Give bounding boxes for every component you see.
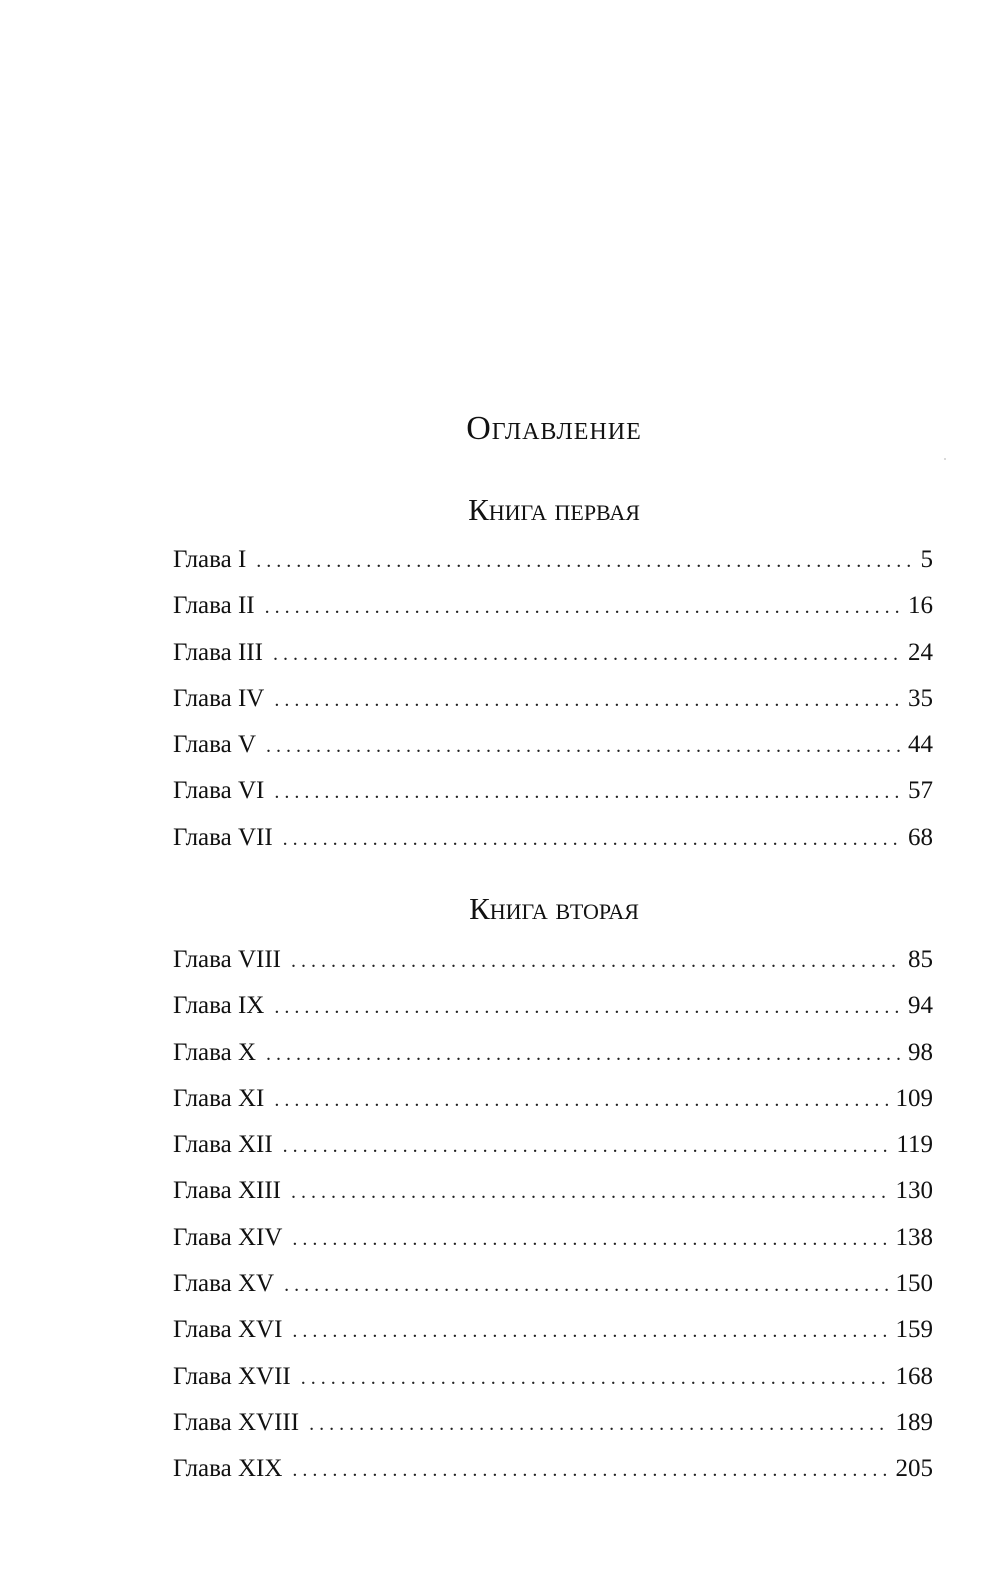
chapter-label: Глава XIII: [173, 1177, 281, 1205]
toc-entry[interactable]: [173, 1168, 933, 1214]
chapter-label: Глава VI: [173, 777, 265, 805]
dot-leader: [309, 1401, 887, 1447]
page-number: 24: [908, 638, 933, 666]
toc-entry[interactable]: [173, 1354, 933, 1400]
page-number: 57: [908, 777, 933, 805]
toc-entry[interactable]: [173, 1122, 933, 1168]
dot-leader: [292, 1447, 887, 1493]
dot-leader: [292, 1216, 887, 1262]
dot-leader: [283, 1123, 889, 1169]
toc-entry[interactable]: [173, 1261, 933, 1307]
page-number: 138: [895, 1223, 933, 1251]
chapter-label: Глава XVII: [173, 1362, 291, 1390]
page-number: 205: [895, 1455, 933, 1483]
page-number: 85: [908, 946, 933, 973]
toc-entry[interactable]: [173, 983, 933, 1029]
dot-leader: [274, 677, 900, 723]
chapter-label: Глава XI: [173, 1084, 265, 1112]
chapter-label: Глава XVIII: [173, 1408, 300, 1436]
chapter-label: Глава III: [173, 638, 263, 666]
toc-entry[interactable]: [173, 815, 933, 861]
page-number: 5: [920, 546, 933, 573]
page-number: 35: [908, 684, 933, 712]
page-number: 150: [895, 1270, 933, 1298]
toc-title: Оглавление: [466, 410, 642, 447]
toc-entry[interactable]: [173, 1076, 933, 1122]
page-number: 119: [896, 1131, 933, 1159]
chapter-label: Глава V: [173, 731, 257, 759]
chapter-label: Глава XVI: [173, 1316, 283, 1344]
toc-entry[interactable]: [173, 1030, 933, 1076]
page-number: 109: [895, 1084, 933, 1112]
dot-leader: [265, 584, 900, 630]
page-number: 159: [895, 1316, 933, 1344]
page-number: 189: [895, 1408, 933, 1436]
dot-leader: [274, 1077, 887, 1123]
dot-leader: [273, 631, 900, 677]
dot-leader: [291, 938, 900, 984]
dot-leader: [301, 1355, 888, 1401]
toc-entry[interactable]: [173, 583, 933, 629]
page-number: 16: [908, 592, 933, 620]
toc-entry[interactable]: [173, 630, 933, 676]
chapter-label: Глава VII: [173, 823, 273, 851]
dot-leader: [274, 984, 900, 1030]
page-number: 130: [895, 1177, 933, 1205]
dot-leader: [291, 1169, 888, 1215]
toc-entry[interactable]: [173, 1307, 933, 1353]
toc-entry[interactable]: [173, 722, 933, 768]
dot-leader: [266, 723, 900, 769]
paper-speck: [944, 458, 946, 460]
book-one-chapter-list: [173, 537, 933, 861]
toc-entry[interactable]: [173, 676, 933, 722]
toc-entry[interactable]: [173, 1215, 933, 1261]
chapter-label: Глава XII: [173, 1131, 273, 1159]
dot-leader: [266, 1031, 900, 1077]
page-number: 98: [908, 1038, 933, 1066]
chapter-label: Глава II: [173, 592, 255, 620]
toc-entry[interactable]: [173, 1446, 933, 1492]
chapter-label: Глава IV: [173, 684, 265, 712]
book-two-chapter-list: [173, 937, 933, 1493]
dot-leader: [274, 769, 900, 815]
dot-leader: [283, 816, 900, 862]
toc-entry[interactable]: [173, 768, 933, 814]
chapter-label: Глава IX: [173, 992, 265, 1020]
chapter-label: Глава XV: [173, 1270, 275, 1298]
dot-leader: [256, 538, 912, 584]
toc-entry[interactable]: [173, 937, 933, 983]
chapter-label: Глава XIV: [173, 1223, 283, 1251]
chapter-label: Глава XIX: [173, 1455, 283, 1483]
page-number: 68: [908, 823, 933, 851]
page-number: 44: [908, 731, 933, 759]
chapter-label: Глава VIII: [173, 946, 281, 973]
book-two-heading: Книга вторая: [469, 891, 639, 926]
page-number: 94: [908, 992, 933, 1020]
chapter-label: Глава X: [173, 1038, 257, 1066]
dot-leader: [292, 1308, 887, 1354]
toc-entry[interactable]: [173, 1400, 933, 1446]
page-number: 168: [895, 1362, 933, 1390]
dot-leader: [284, 1262, 887, 1308]
toc-entry[interactable]: [173, 537, 933, 583]
book-one-heading: Книга первая: [468, 492, 640, 527]
chapter-label: Глава I: [173, 546, 247, 573]
